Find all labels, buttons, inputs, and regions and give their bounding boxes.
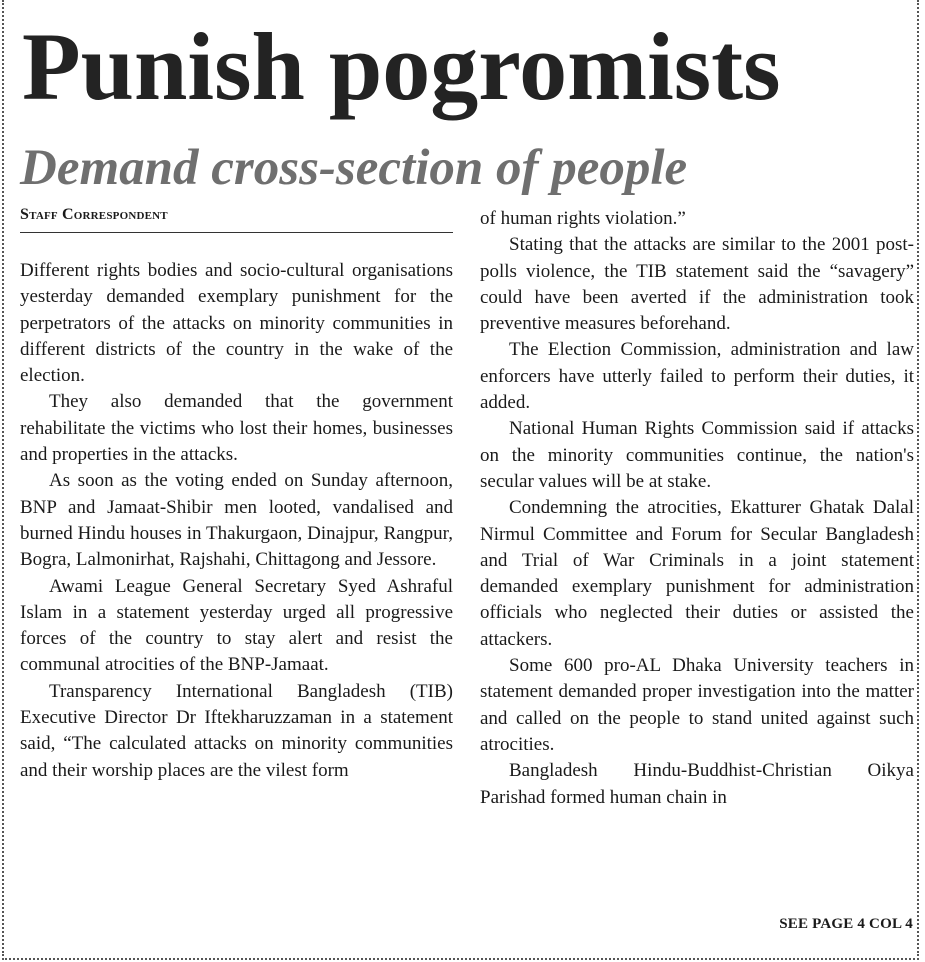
paragraph: Bangladesh Hindu-Buddhist-Christian Oikya Parishad formed human chain in [480,760,914,808]
paragraph: As soon as the voting ended on Sunday afternoon, BNP and Jamaat-Shibir men looted, vandalised and burned Hindu houses in Thakurgaon, Dinajpur, Rangpur, Bogra, Lalmonirhat, Rajshahi, Chittagong and Jessore. [20,470,453,571]
article-column-right [480,206,914,811]
paragraph: Some 600 pro-AL Dhaka University teachers in statement demanded proper investigation into the matter and called on the people to stand united against such atrocities. [480,655,914,755]
dotted-border-bottom [2,958,919,960]
subheadline: Demand cross-section of people [20,140,688,196]
paragraph: Transparency International Bangladesh (TIB) Executive Director Dr Iftekharuzzaman in a statement said, “The calculated attacks on minority communities and their worship places are the vilest form [20,680,453,781]
paragraph: Awami League General Secretary Syed Ashraful Islam in a statement yesterday urged all progressive forces of the country to stay alert and resist the communal atrocities of the BNP-Jamaat. [20,575,453,676]
paragraph: Stating that the attacks are similar to the 2001 post-polls violence, the TIB statement said the “savagery” could have been averted if the administration took preventive measures beforehand. [480,234,914,335]
paragraph: of human rights violation.” [480,208,686,229]
dotted-border-right [917,0,919,956]
continuation-note: SEE PAGE 4 COL 4 [779,916,913,932]
byline: Staff Correspondent [20,206,453,233]
paragraph: The Election Commission, administration and law enforcers have utterly failed to perform their duties, it added. [480,339,914,414]
article-column-left [20,258,453,784]
headline: Punish pogromists [22,13,781,120]
paragraph: Condemning the atrocities, Ekatturer Ghatak Dalal Nirmul Committee and Forum for Secular Bangladesh and Trial of War Criminals in a joint statement demanded exemplary punishment for administration officials who neglected their duties or assisted the attackers. [480,497,914,650]
dotted-border-left [2,0,4,956]
paragraph: They also demanded that the government rehabilitate the victims who lost their homes, businesses and properties in the attacks. [20,391,453,466]
paragraph: National Human Rights Commission said if attacks on the minority communities continue, the nation's secular values will be at stake. [480,418,914,492]
paragraph: Different rights bodies and socio-cultural organisations yesterday demanded exemplary punishment for the perpetrators of the attacks on minority communities in different districts of the country in the wake of the election. [20,260,453,387]
